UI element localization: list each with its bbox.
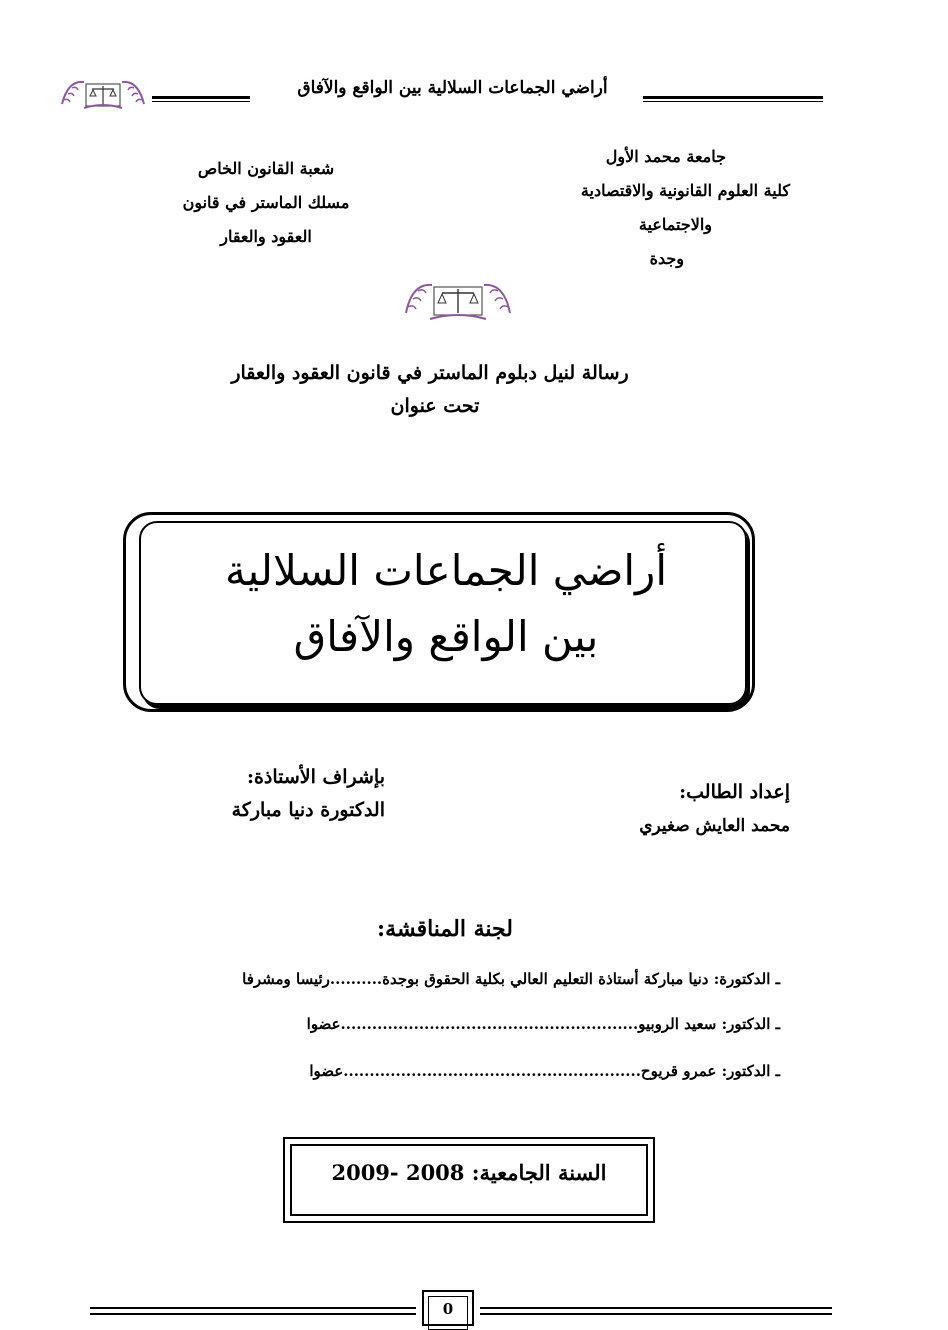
scales-of-justice-icon [400,275,516,323]
thesis-purpose: رسالة لنيل دبلوم الماستر في قانون العقود والعقار [231,362,629,384]
center-emblem [400,275,516,323]
footer-rule-left-2 [90,1313,416,1315]
committee-member-3: ـ الدكتور: عمرو قريوح.........................................................عضوا [309,1062,780,1080]
university-name: جامعة محمد الأول [605,147,726,166]
student-name: محمد العايش صغيري [639,816,790,836]
university-block [470,140,790,276]
department-name: شعبة القانون الخاص [197,159,335,178]
header-emblem [58,74,148,114]
page-number-frame [422,1290,474,1326]
header-rule-right [643,96,823,99]
faculty-name: كلية العلوم القانونية والاقتصادية [580,181,790,200]
committee-member-1: ـ الدكتورة: دنيا مباركة أستاذة التعليم العالي بكلية الحقوق بوجدة..........رئيسا ومشرفا [242,970,780,988]
supervisor-label: بإشراف الأستاذة: [246,766,385,788]
footer-rule-right-2 [480,1313,832,1315]
thesis-under-title: تحت عنوان [390,395,480,417]
master-track-cont: العقود والعقار [220,227,312,246]
student-label: إعداد الطالب: [679,781,790,803]
scales-of-justice-icon [58,74,148,114]
committee-title: لجنة المناقشة: [377,916,513,942]
header-rule-left [152,96,250,99]
footer-rule-left-1 [90,1307,416,1309]
header-title: أراضي الجماعات السلالية بين الواقع والآفاق [297,78,608,98]
academic-year: السنة الجامعية: 2008 -2009 [331,1160,607,1185]
faculty-name-cont: والاجتماعية [638,215,712,234]
department-block [150,152,382,254]
master-track: مسلك الماستر في قانون [182,193,350,212]
main-title-line2: بين الواقع والآفاق [293,612,599,661]
supervisor-name: الدكتورة دنيا مباركة [231,799,385,821]
footer-rule-right-1 [480,1307,832,1309]
main-title-line1: أراضي الجماعات السلالية [224,546,668,595]
page-number: 0 [442,1300,454,1318]
committee-member-2: ـ الدكتور: سعيد الروبيو.........................................................عضوا [306,1015,780,1033]
city-name: وجدة [649,249,684,268]
